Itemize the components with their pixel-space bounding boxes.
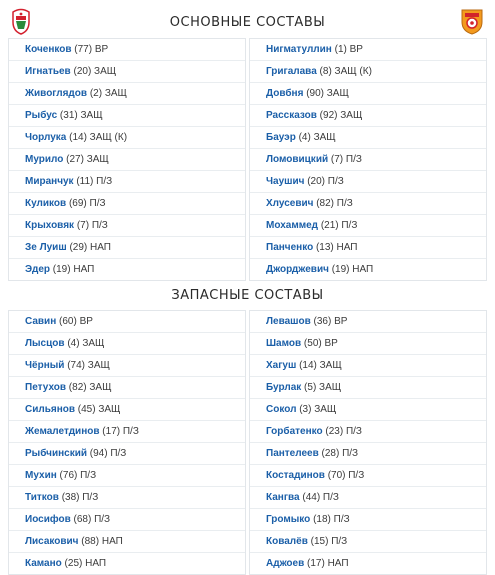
player-row[interactable] (9, 421, 245, 443)
player-info: (38) П/З (61, 492, 99, 503)
player-name[interactable]: Рыбчинский (25, 448, 87, 459)
player-info: (13) НАП (315, 242, 358, 253)
player-name[interactable]: Игнатьев (25, 66, 71, 77)
player-row[interactable] (250, 259, 486, 280)
player-info: (27) ЗАЩ (66, 154, 109, 165)
player-info: (4) ЗАЩ (298, 132, 336, 143)
player-name[interactable]: Мохаммед (266, 220, 319, 231)
subs-home-list (8, 310, 246, 575)
player-name[interactable]: Сильянов (25, 404, 75, 415)
player-info: (77) ВР (74, 44, 109, 55)
player-name[interactable]: Мухин (25, 470, 57, 481)
player-info: (7) П/З (76, 220, 108, 231)
player-name[interactable]: Чаушич (266, 176, 305, 187)
player-name[interactable]: Пантелеев (266, 448, 319, 459)
player-info: (5) ЗАЩ (304, 382, 342, 393)
player-name[interactable]: Лысцов (25, 338, 65, 349)
player-row[interactable] (250, 105, 486, 127)
player-name[interactable]: Хагуш (266, 360, 297, 371)
player-row[interactable] (250, 83, 486, 105)
player-row[interactable] (250, 355, 486, 377)
player-row[interactable] (250, 377, 486, 399)
player-info: (94) П/З (89, 448, 127, 459)
player-info: (20) ЗАЩ (73, 66, 117, 77)
player-info: (1) ВР (334, 44, 363, 55)
player-row[interactable] (250, 487, 486, 509)
player-info: (7) П/З (330, 154, 362, 165)
player-info: (70) П/З (327, 470, 365, 481)
player-row[interactable] (250, 443, 486, 465)
player-row[interactable] (250, 215, 486, 237)
player-row[interactable] (250, 171, 486, 193)
player-row[interactable] (9, 509, 245, 531)
substitutes-title: ЗАПАСНЫЕ СОСТАВЫ (171, 288, 324, 303)
player-row[interactable] (9, 259, 245, 280)
player-info: (8) ЗАЩ (К) (319, 66, 372, 77)
player-name[interactable]: Чорлука (25, 132, 67, 143)
player-info: (45) ЗАЩ (77, 404, 121, 415)
player-name[interactable]: Крыховяк (25, 220, 75, 231)
player-name[interactable]: Титков (25, 492, 59, 503)
player-row[interactable] (9, 487, 245, 509)
player-row[interactable] (9, 149, 245, 171)
player-name[interactable]: Джорджевич (266, 264, 329, 275)
player-info: (3) ЗАЩ (299, 404, 337, 415)
player-info: (4) ЗАЩ (67, 338, 105, 349)
player-row[interactable] (250, 399, 486, 421)
player-row[interactable] (9, 531, 245, 553)
player-row[interactable] (9, 465, 245, 487)
player-info: (88) НАП (81, 536, 123, 547)
player-row[interactable] (250, 553, 486, 574)
player-row[interactable] (250, 531, 486, 553)
player-row[interactable] (250, 237, 486, 259)
player-info: (11) П/З (76, 176, 113, 187)
player-name[interactable]: Нигматуллин (266, 44, 332, 55)
player-info: (74) ЗАЩ (67, 360, 110, 371)
player-row[interactable] (9, 333, 245, 355)
player-info: (19) НАП (331, 264, 374, 275)
player-name[interactable]: Чёрный (25, 360, 65, 371)
arsenal-tula-logo-icon (458, 7, 486, 35)
player-info: (69) П/З (68, 198, 106, 209)
player-info: (19) НАП (52, 264, 95, 275)
player-name[interactable]: Панченко (266, 242, 314, 253)
player-name[interactable]: Ломовицкий (266, 154, 329, 165)
player-row[interactable] (250, 311, 486, 333)
player-info: (29) НАП (69, 242, 111, 253)
player-info: (82) П/З (316, 198, 353, 209)
player-name[interactable]: Бауэр (266, 132, 296, 143)
player-name[interactable]: Бурлак (266, 382, 302, 393)
player-name[interactable]: Рыбус (25, 110, 58, 121)
player-info: (15) П/З (310, 536, 348, 547)
player-info: (50) ВР (303, 338, 338, 349)
starting-home-list (8, 38, 246, 281)
player-name[interactable]: Мурило (25, 154, 64, 165)
player-row[interactable] (9, 127, 245, 149)
player-info: (31) ЗАЩ (59, 110, 103, 121)
player-row[interactable] (250, 333, 486, 355)
player-name[interactable]: Аджоев (266, 558, 305, 569)
player-info: (92) ЗАЩ (319, 110, 363, 121)
player-info: (20) П/З (307, 176, 344, 187)
player-name[interactable]: Кангва (266, 492, 300, 503)
player-row[interactable] (9, 61, 245, 83)
player-name[interactable]: Камано (25, 558, 62, 569)
player-info: (14) ЗАЩ (299, 360, 342, 371)
player-info: (90) ЗАЩ (306, 88, 349, 99)
player-name[interactable]: Костадинов (266, 470, 325, 481)
player-name[interactable]: Левашов (266, 316, 311, 327)
player-info: (2) ЗАЩ (89, 88, 127, 99)
player-row[interactable] (9, 553, 245, 574)
player-name[interactable]: Эдер (25, 264, 50, 275)
player-info: (14) ЗАЩ (К) (69, 132, 128, 143)
player-row[interactable] (9, 399, 245, 421)
player-row[interactable] (9, 237, 245, 259)
player-name[interactable]: Куликов (25, 198, 67, 209)
player-info: (21) П/З (320, 220, 358, 231)
player-info: (82) ЗАЩ (68, 382, 112, 393)
player-row[interactable] (250, 149, 486, 171)
player-info: (25) НАП (64, 558, 107, 569)
player-row[interactable] (9, 105, 245, 127)
player-name[interactable]: Ковалёв (266, 536, 308, 547)
player-name[interactable]: Жемалетдинов (25, 426, 100, 437)
player-row[interactable] (250, 127, 486, 149)
player-row[interactable] (9, 193, 245, 215)
player-info: (17) НАП (307, 558, 349, 569)
player-row[interactable] (9, 39, 245, 61)
player-row[interactable] (250, 421, 486, 443)
player-row[interactable] (9, 215, 245, 237)
starting-away-list (249, 38, 487, 281)
player-info: (36) ВР (313, 316, 348, 327)
player-row[interactable] (9, 443, 245, 465)
player-name[interactable]: Миранчук (25, 176, 74, 187)
player-row[interactable] (250, 509, 486, 531)
player-row[interactable] (250, 193, 486, 215)
player-info: (44) П/З (302, 492, 339, 503)
player-row[interactable] (9, 355, 245, 377)
player-info: (28) П/З (321, 448, 359, 459)
player-row[interactable] (9, 377, 245, 399)
player-name[interactable]: Коченков (25, 44, 72, 55)
player-name[interactable]: Григалава (266, 66, 317, 77)
player-info: (76) П/З (59, 470, 97, 481)
player-name[interactable]: Довбня (266, 88, 304, 99)
player-name[interactable]: Зе Луиш (25, 242, 67, 253)
player-row[interactable] (9, 311, 245, 333)
player-info: (18) П/З (313, 514, 350, 525)
starting-lineups-title: ОСНОВНЫЕ СОСТАВЫ (169, 15, 326, 30)
player-row[interactable] (250, 61, 486, 83)
player-info: (23) П/З (325, 426, 362, 437)
player-name[interactable]: Живоглядов (25, 88, 88, 99)
player-row[interactable] (250, 465, 486, 487)
player-name[interactable]: Иосифов (25, 514, 71, 525)
player-name[interactable]: Рассказов (266, 110, 317, 121)
player-row[interactable] (9, 83, 245, 105)
player-info: (68) П/З (73, 514, 111, 525)
player-row[interactable] (250, 39, 486, 61)
subs-away-list (249, 310, 487, 575)
player-row[interactable] (9, 171, 245, 193)
player-name[interactable]: Горбатенко (266, 426, 323, 437)
player-name[interactable]: Сокол (266, 404, 297, 415)
player-info: (60) ВР (59, 316, 93, 327)
player-name[interactable]: Шамов (266, 338, 302, 349)
player-name[interactable]: Хлусевич (266, 198, 314, 209)
player-name[interactable]: Громыко (266, 514, 311, 525)
player-name[interactable]: Петухов (25, 382, 67, 393)
player-name[interactable]: Савин (25, 316, 57, 327)
player-name[interactable]: Лисакович (25, 536, 79, 547)
player-info: (17) П/З (102, 426, 139, 437)
